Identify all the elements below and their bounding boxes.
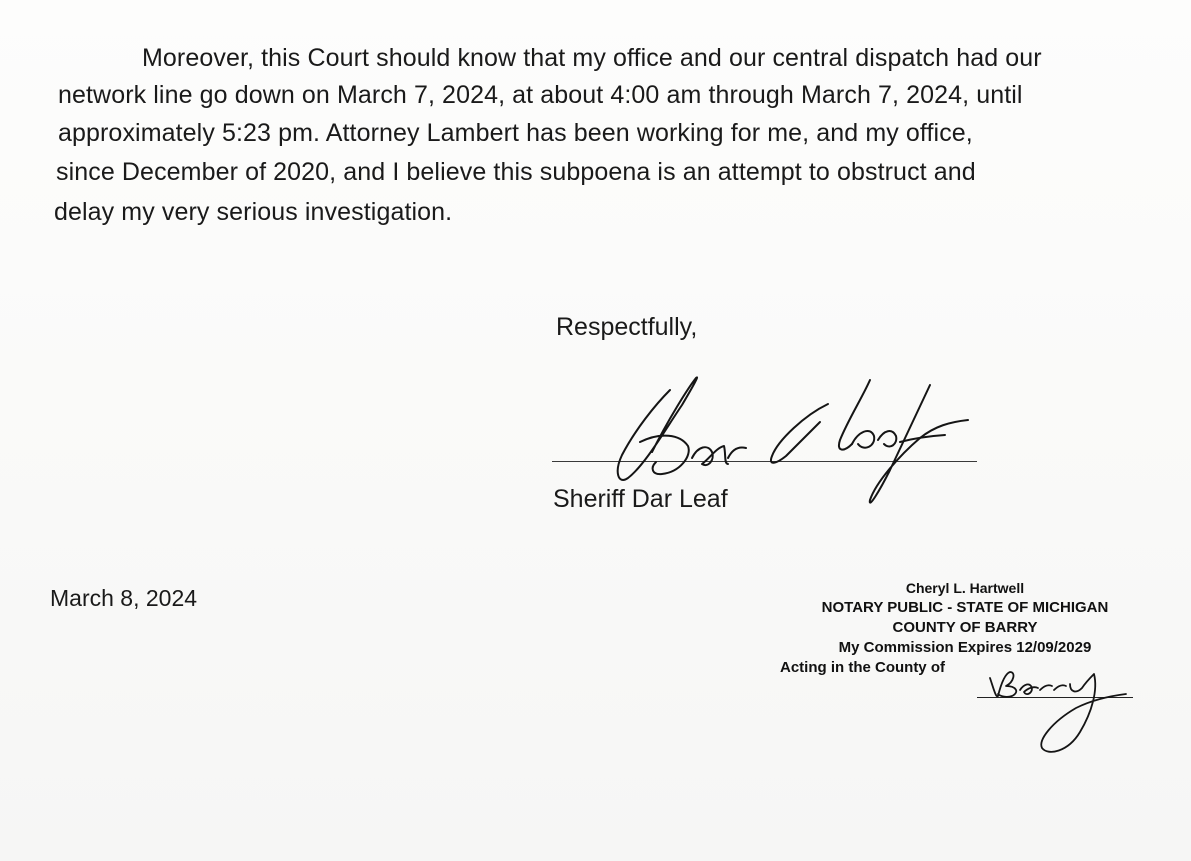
handwritten-county-name xyxy=(980,660,1130,760)
paragraph-line-5: delay my very serious investigation. xyxy=(54,198,453,226)
notary-county: COUNTY OF BARRY xyxy=(892,619,1038,636)
paragraph-line-1: Moreover, this Court should know that my office and our central dispatch had our xyxy=(142,44,1042,72)
paragraph-line-2: network line go down on March 7, 2024, at about 4:00 am through March 7, 2024, until xyxy=(58,81,1023,109)
notary-commission: My Commission Expires 12/09/2029 xyxy=(838,639,1092,656)
notary-title: NOTARY PUBLIC - STATE OF MICHIGAN xyxy=(821,599,1109,616)
closing-salutation: Respectfully, xyxy=(556,313,698,341)
notary-name: Cheryl L. Hartwell xyxy=(905,580,1025,596)
notary-acting-county: Acting in the County of xyxy=(780,659,945,676)
signer-name: Sheriff Dar Leaf xyxy=(553,485,728,513)
paragraph-line-4: since December of 2020, and I believe this subpoena is an attempt to obstruct and xyxy=(56,158,976,186)
paragraph-line-3: approximately 5:23 pm. Attorney Lambert has been working for me, and my office, xyxy=(58,119,973,147)
letter-date: March 8, 2024 xyxy=(50,585,198,611)
